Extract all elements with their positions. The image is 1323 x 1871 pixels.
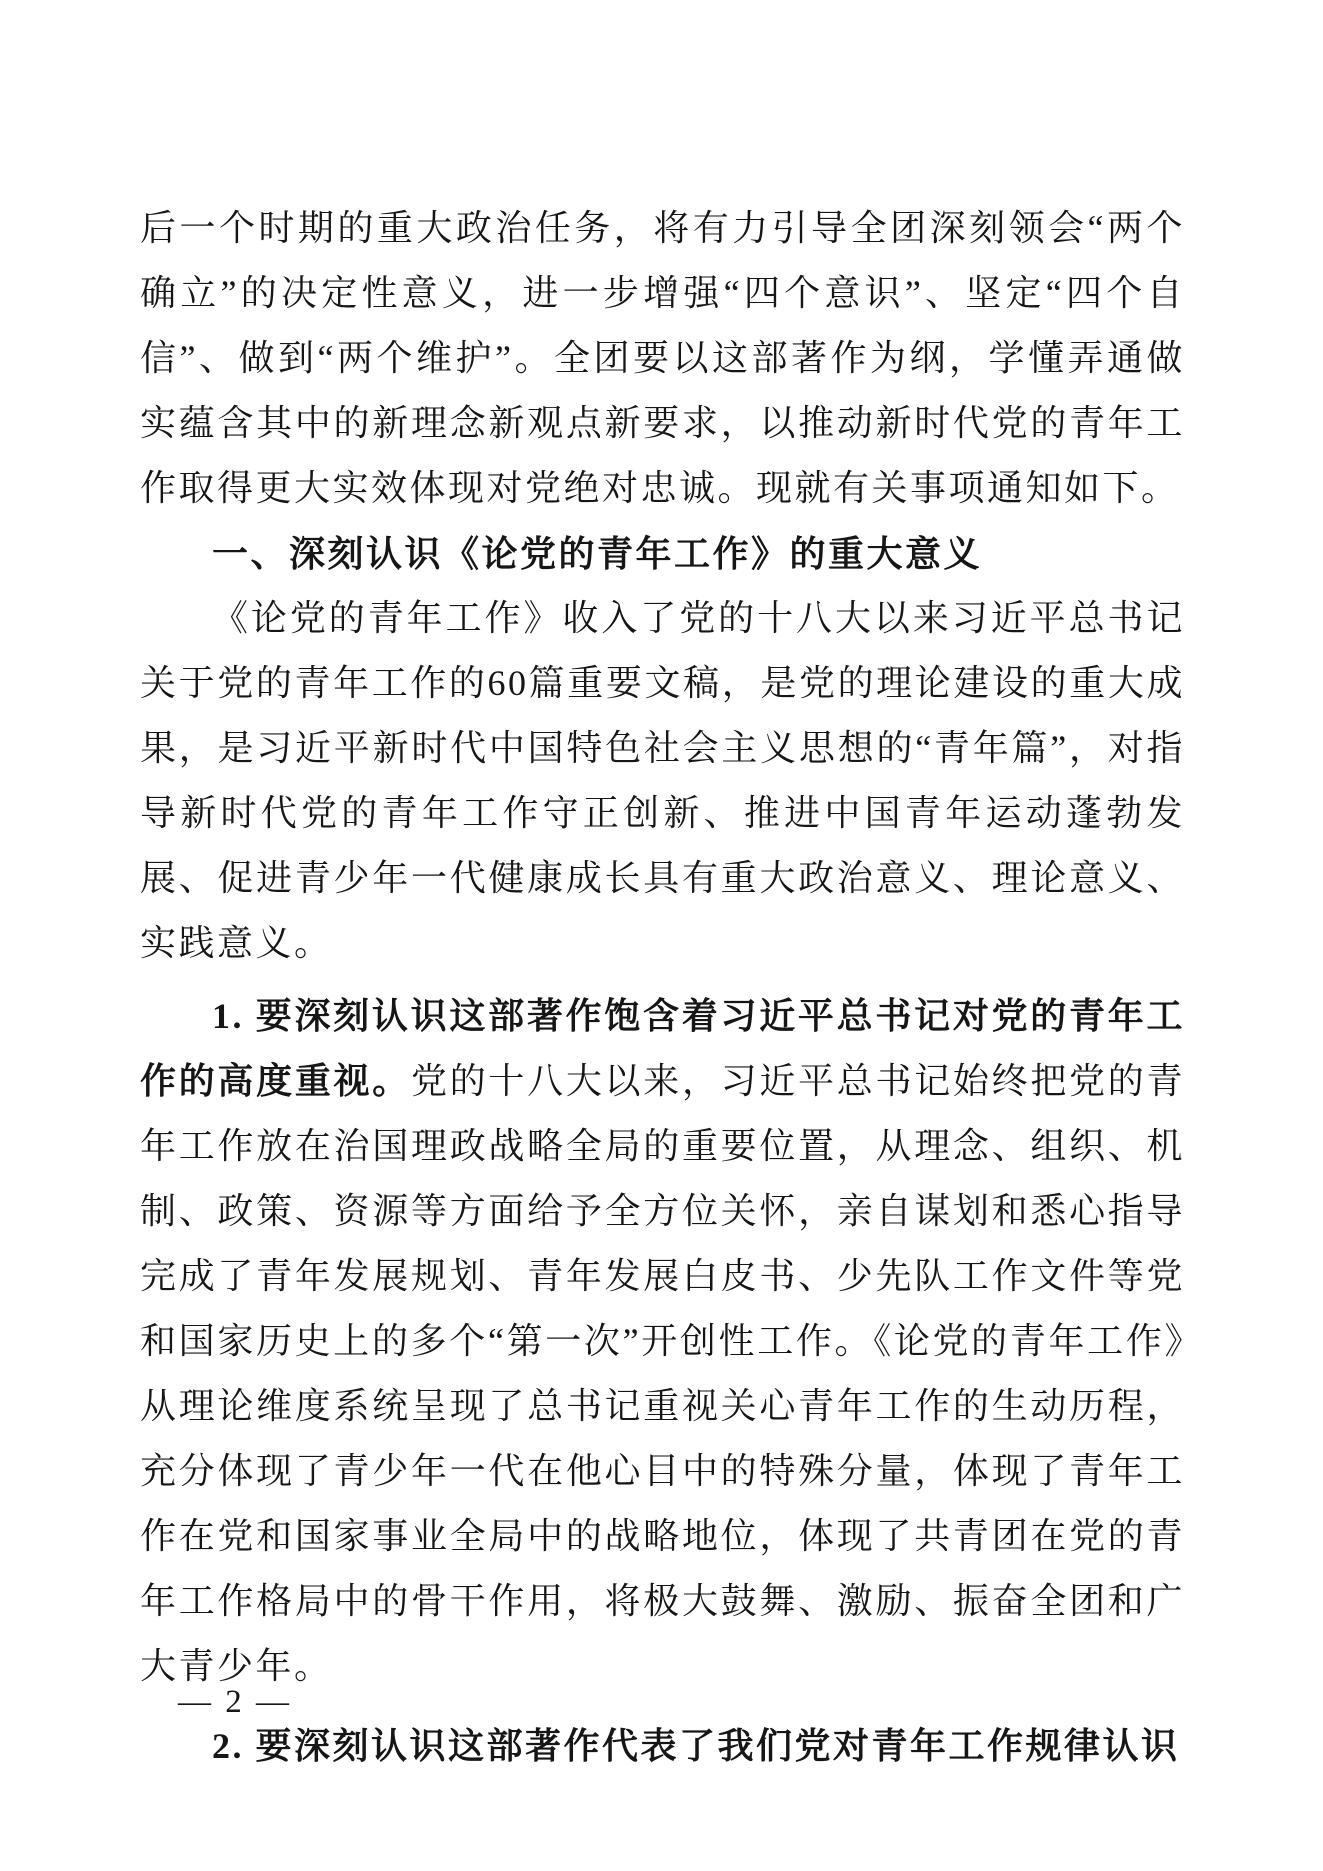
section-heading: 一、深刻认识《论党的青年工作》的重大意义 <box>212 533 983 574</box>
point-2-lead-sentence: 2. 要深刻认识这部著作代表了我们党对青年工作规律认识 <box>212 1726 1180 1766</box>
page-number: — 2 — <box>178 1684 292 1720</box>
paragraph-continuation: 后一个时期的重大政治任务，将有力引导全团深刻领会“两个确立”的决定性意义，进一步增强“四个意识”、坚定“四个自信”、做到“两个维护”。全团要以这部著作为纲，学懂弄通做实蕴含其中的新理念新观点新要求，以推动新时代党的青年工作取得更大实效体现对党绝对忠诚。现就有关事项通知如下。 <box>140 208 1185 508</box>
paragraph-point-1 <box>140 984 1185 1699</box>
point-1-lead-sentence: 1. 要深刻认识这部著作饱含着习近平总书记对党的青年工作的高度重视。 <box>140 996 1185 1101</box>
point-1-body-text: 党的十八大以来，习近平总书记始终把党的青年工作放在治国理政战略全局的重要位置，从理念、组织、机制、政策、资源等方面给予全方位关怀，亲自谋划和悉心指导完成了青年发展规划、青年发展白皮书、少先队工作文件等党和国家历史上的多个“第一次”开创性工作。《论党的青年工作》从理论维度系统呈现了总书记重视关心青年工作的生动历程，充分体现了青少年一代在他心目中的特殊分量，体现了青年工作在党和国家事业全局中的战略地位，体现了共青团在党的青年工作格局中的骨干作用，将极大鼓舞、激励、振奋全团和广大青少年。 <box>140 1061 1185 1686</box>
paragraph-section-intro: 《论党的青年工作》收入了党的十八大以来习近平总书记关于党的青年工作的60篇重要文稿，是党的理论建设的重大成果，是习近平新时代中国特色社会主义思想的“青年篇”，对指导新时代党的青年工作守正创新、推进中国青年运动蓬勃发展、促进青少年一代健康成长具有重大政治意义、理论意义、实践意义。 <box>140 598 1185 963</box>
document-body <box>140 196 1185 1779</box>
paragraph-point-2 <box>140 1714 1185 1779</box>
